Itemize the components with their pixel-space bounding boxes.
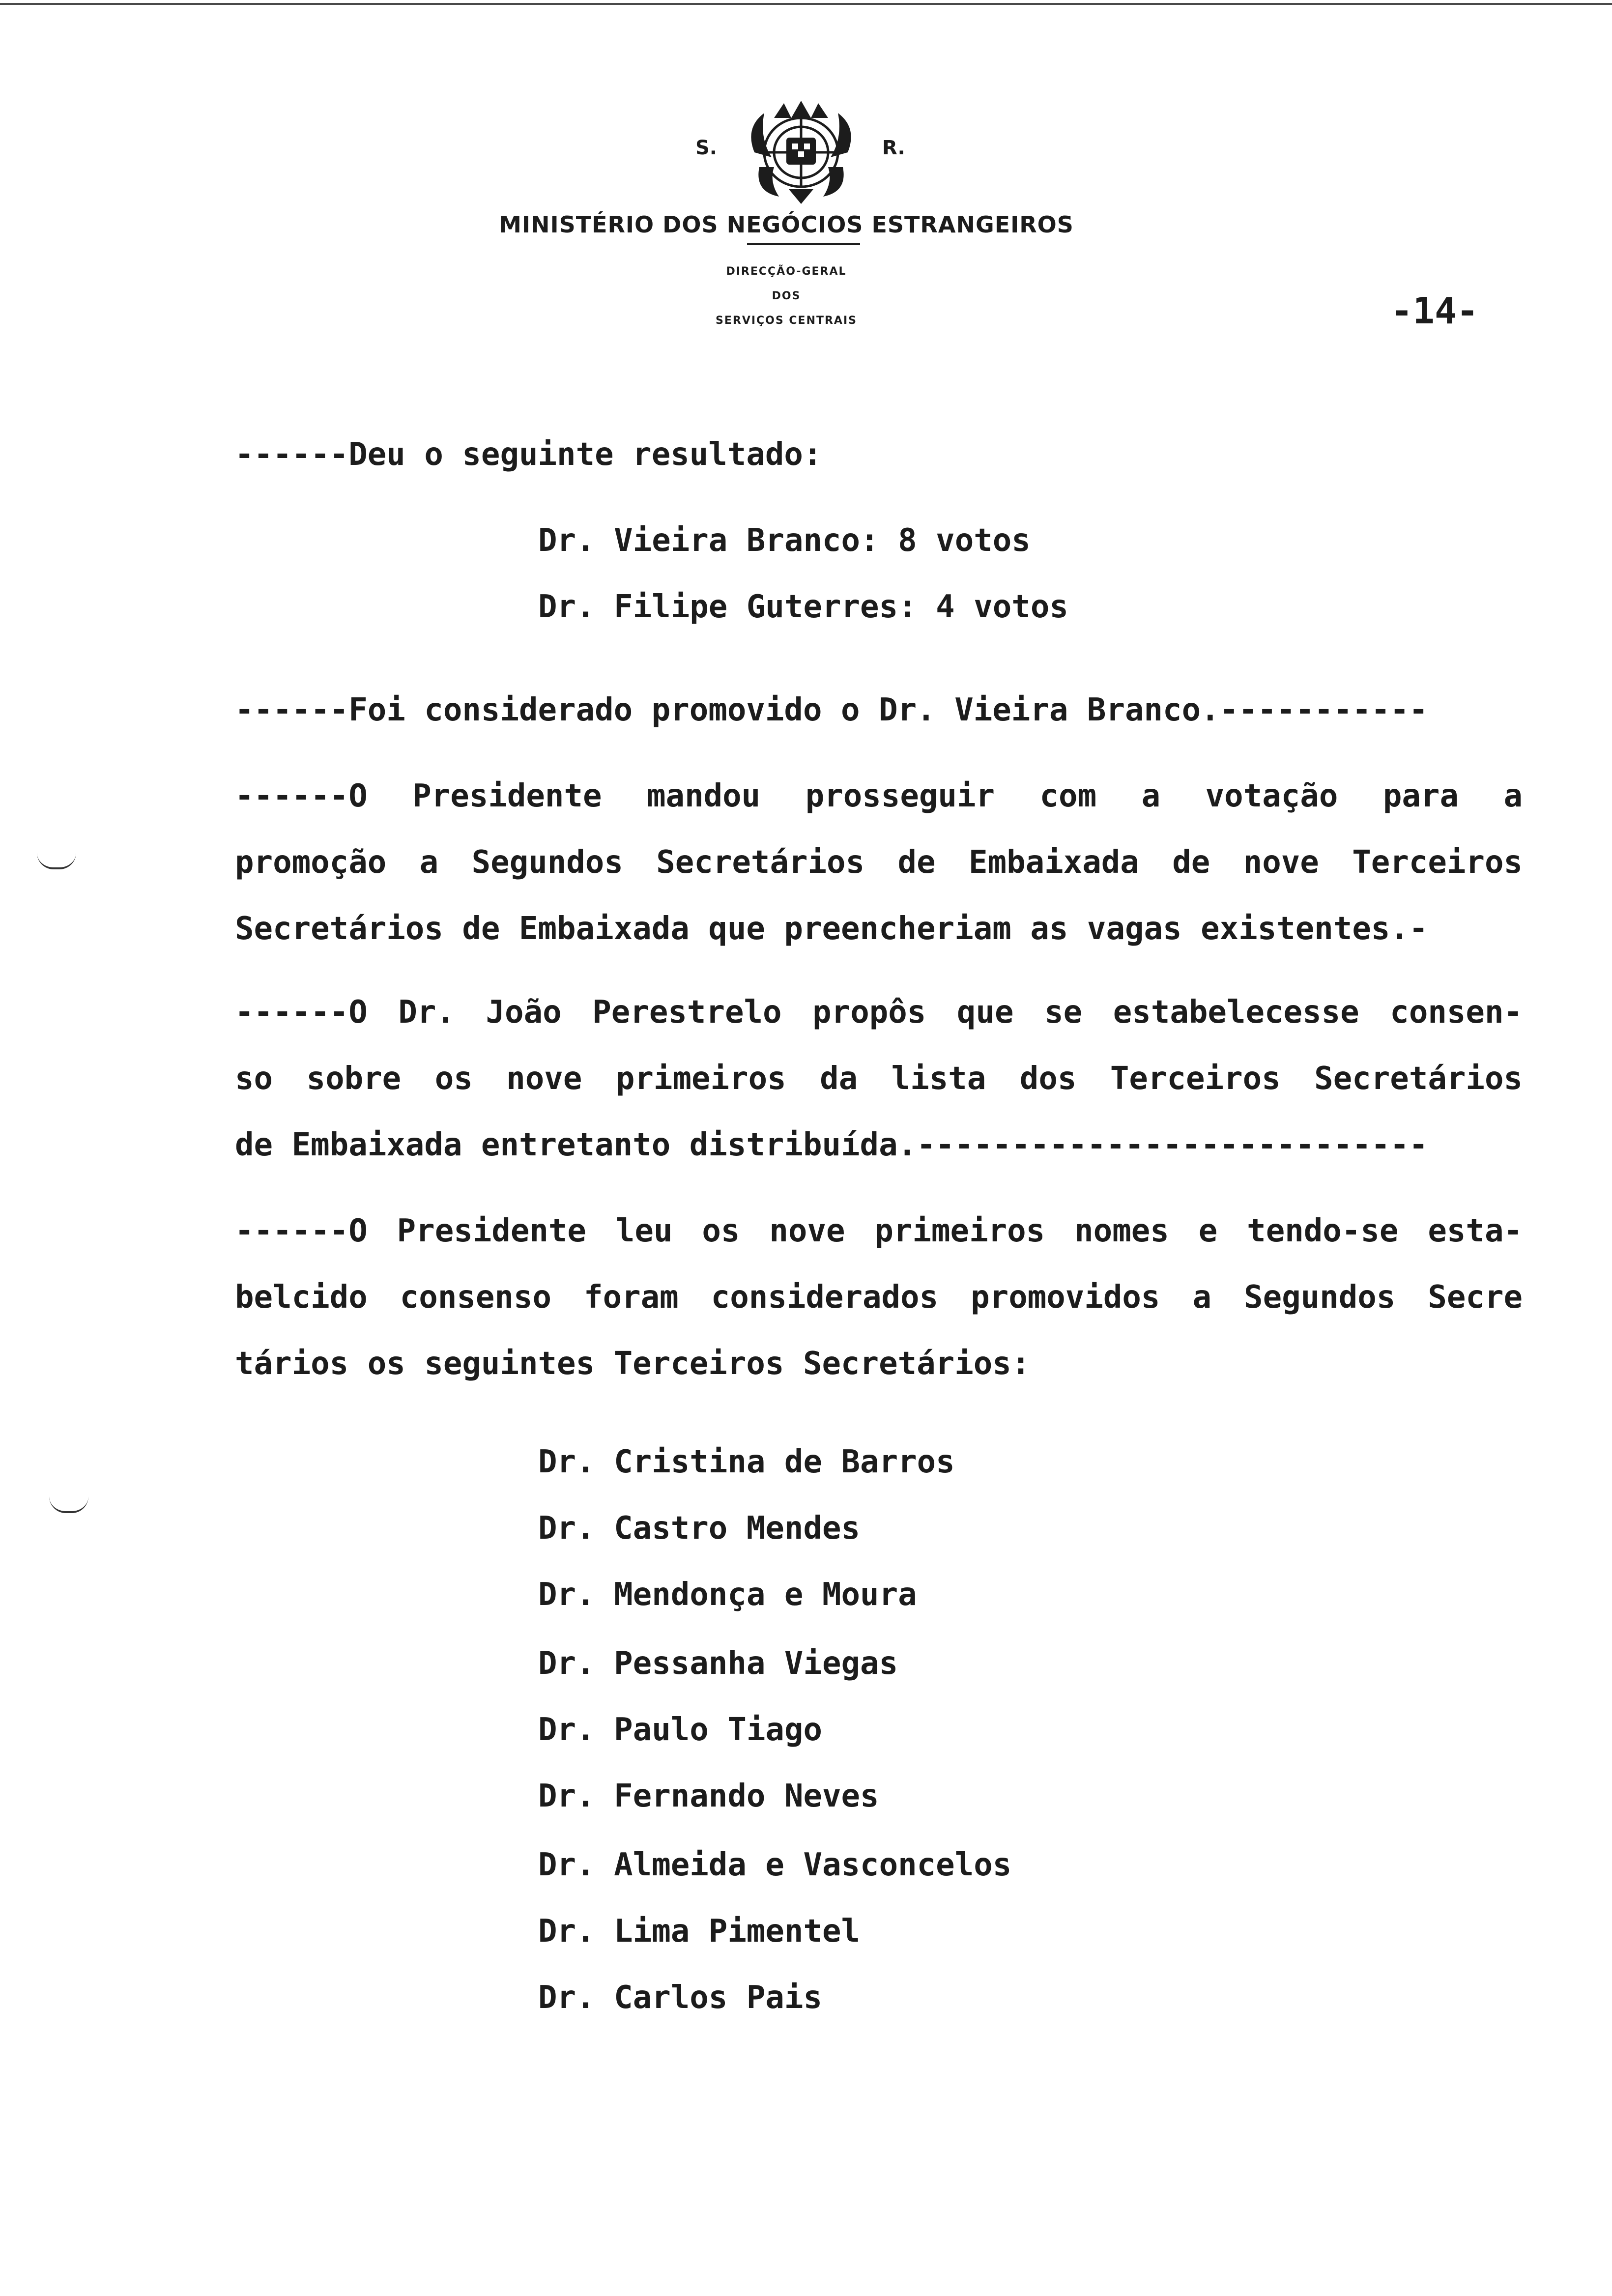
promoted-name: Dr. Carlos Pais (538, 1980, 822, 2016)
margin-punch-mark (49, 1496, 88, 1513)
promoted-name: Dr. Fernando Neves (538, 1778, 879, 1814)
portuguese-coat-of-arms-icon (745, 98, 858, 206)
vote-result: Dr. Filipe Guterres: 4 votos (538, 589, 1068, 625)
paragraph-line: tários os seguintes Terceiros Secretários: (235, 1346, 1031, 1382)
department-line: DIRECÇÃO-GERAL (726, 265, 847, 278)
promoted-name: Dr. Paulo Tiago (538, 1712, 822, 1748)
promoted-name: Dr. Almeida e Vasconcelos (538, 1847, 1012, 1883)
promoted-name: Dr. Pessanha Viegas (538, 1645, 898, 1682)
promoted-name: Dr. Castro Mendes (538, 1510, 861, 1547)
letterhead (491, 98, 1081, 344)
department-line: DOS (772, 290, 801, 302)
paragraph-line: ------O Presidente leu os nove primeiros nomes e tendo-se esta- (235, 1213, 1523, 1249)
promoted-name: Dr. Lima Pimentel (538, 1913, 861, 1950)
letterhead-left-letter: S. (695, 137, 718, 159)
ministry-underline (747, 243, 860, 245)
paragraph-line: Secretários de Embaixada que preencheriam as vagas existentes.- (235, 911, 1428, 947)
page-number: -14- (1391, 290, 1479, 332)
margin-punch-mark (37, 853, 76, 869)
vote-result: Dr. Vieira Branco: 8 votos (538, 522, 1031, 559)
paragraph-line: belcido consenso foram considerados promovidos a Segundos Secre (235, 1279, 1523, 1316)
letterhead-right-letter: R. (882, 137, 905, 159)
paragraph-line: ------Foi considerado promovido o Dr. Vieira Branco.----------- (235, 692, 1428, 728)
department-line: SERVIÇOS CENTRAIS (716, 315, 857, 327)
result-intro: ------Deu o seguinte resultado: (235, 436, 822, 473)
paragraph-line: ------O Dr. João Perestrelo propôs que se estabelecesse consen- (235, 994, 1523, 1031)
top-edge-rule (0, 3, 1612, 5)
paragraph-line: de Embaixada entretanto distribuída.--------------------------- (235, 1127, 1428, 1163)
paragraph-line: so sobre os nove primeiros da lista dos Terceiros Secretários (235, 1061, 1523, 1097)
promoted-name: Dr. Mendonça e Moura (538, 1577, 917, 1613)
paragraph-line: promoção a Segundos Secretários de Embaixada de nove Terceiros (235, 844, 1523, 881)
ministry-name: MINISTÉRIO DOS NEGÓCIOS ESTRANGEIROS (499, 211, 1074, 238)
promoted-name: Dr. Cristina de Barros (538, 1444, 955, 1480)
paragraph-line: ------O Presidente mandou prosseguir com a votação para a (235, 778, 1523, 814)
